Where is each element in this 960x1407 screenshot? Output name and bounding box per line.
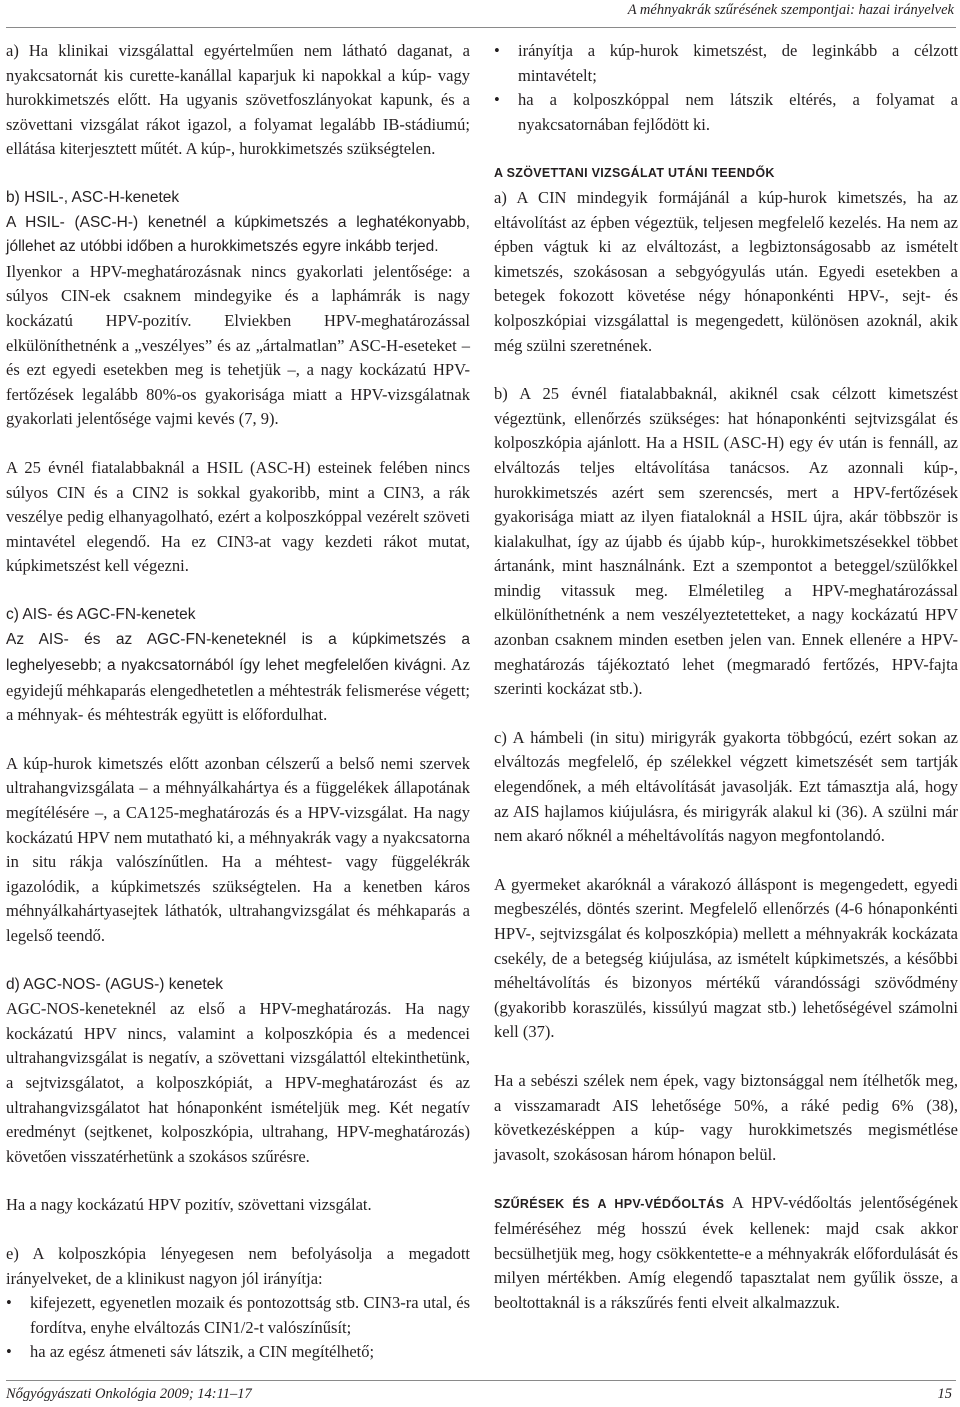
paragraph-child-wish: A gyermeket akaróknál a várakozó álláspont is megengedett, egyedi megbeszélés, döntés szerint. Megfelelő ellenőrzés (4-6 hónaponkénti HPV-, sejtvizsgálat és kolposzkópia) mellett a méhnyakrák kockázata csekély, de a betegség kiújulása, az ismételt kúpkimetszés, a későbbi méheltávolítás és bizonyos mértékű várandóssági szövődmény (gyakoribb koraszülés, kissúlyú magzat stb.) lehetőségével számolni kell (37). (494, 874, 958, 1042)
list-item: • irányítja a kúp-hurok kimetszést, de leginkább a célzott mintavételt; (494, 41, 958, 85)
paragraph-under-25: A 25 évnél fiatalabbaknál a HSIL (ASC-H) esteinek felében nincs súlyos CIN és a CIN2 is sokkal gyakoribb, mint a CIN3, a rák veszélye pedig elhanyagolható, ezért a kolposzkóppal vezérelt szöveti mintavétel elegendő. Ha ez CIN3-at vagy kezdeti rákot mutat, kúpkimetszést kell végezni. (6, 457, 470, 576)
left-column (6, 39, 470, 1365)
bullet-icon: • (494, 90, 500, 110)
right-column (494, 39, 958, 1315)
list-item: • kifejezett, egyenetlen mozaik és pontozottság stb. CIN3-ra utal, és fordítva, enyhe elváltozás CIN1/2-t valószínűsít; (6, 1293, 470, 1337)
paragraph-e: e) A kolposzkópia lényegesen nem befolyásolja a megadott irányelveket, de a klinikust nagyon jól irányítja: (6, 1243, 470, 1288)
bullet-icon: • (6, 1342, 12, 1362)
paragraph-c-intro: Az AIS- és az AGC-FN-keneteknél is a kúpkimetszés a leghelyesebb; a nyakcsatornából így lehet megfelelően kivágni. (6, 631, 470, 675)
list-item: • ha a kolposzkóppal nem látszik eltérés, a folyamat a nyakcsatornában fejlődött ki. (494, 90, 958, 134)
header-rule (6, 27, 956, 28)
footer-rule (6, 1380, 956, 1381)
paragraph-b-body: Ilyenkor a HPV-meghatározásnak nincs gyakorlati jelentősége: a súlyos CIN-ek csaknem mindegyike és a laphámrák is nagy kockázatú HPV-pozitív. Elviekben HPV-meghatározással elkülöníthetnénk a „veszélyes” és az „ártalmatlan” ASC-H-eseteket – és ezt egyedi esetekben meg is tehetjük –, a nagy kockázatú HPV-fertőzések legalább 80%-os gyakorisága miatt a HPV-vizsgálatnak gyakorlati jelentősége vajmi kevés (7, 9). (6, 261, 470, 429)
running-title: A méhnyakrák szűrésének szempontjai: hazai irányelvek (627, 2, 954, 18)
subheading-c: c) AIS- és AGC-FN-kenetek (6, 605, 196, 623)
paragraph-vaccination (494, 1191, 958, 1315)
bullet-icon: • (494, 41, 500, 60)
paragraph-right-a: a) A CIN mindegyik formájánál a kúp-hurok kimetszés, ha az eltávolítást az épben végeztük, teljesen megfelelő kezelés. Ha nem az épben vágtuk ki az elváltozást, a legbiztonságosabb az ismételt kimetszés, szokásosan a sebgyógyulás után. Egyedi esetekben a betegek fokozott követése négy hónaponkénti HPV-, sejt- és kolposzkópiai vizsgálattal is megengedett, különösen azoknál, akik még szülni szeretnének. (494, 187, 958, 355)
section-heading-vaccination: SZŰRÉSEK ÉS A HPV-VÉDŐOLTÁS (494, 1197, 725, 1212)
page-number: 15 (937, 1386, 952, 1402)
paragraph-vaccination-body: A HPV-védőoltás jelentőségének felméréséhez még hosszú évek kellenek: majd csak akkor becsülhetjük meg, hogy csökkentette-e a méhnyakrák előfordulását és milyen mértékben. Amíg elegendő tapasztalat nem gyűlik össze, a beoltottaknál is a rákszűrés fenti elveit alkalmazzuk. (494, 1193, 959, 1312)
section-heading-after-histology: A SZÖVETTANI VIZSGÁLAT UTÁNI TEENDŐK (494, 166, 775, 181)
list-item: • ha az egész átmeneti sáv látszik, a CIN megítélhető; (6, 1340, 470, 1365)
paragraph-c-body: Az egyidejű méhkaparás elengedhetetlen a méhtestrák felismerése végett; a méhnyak- és méhtestrák együtt is előfordulhat. (6, 655, 471, 725)
paragraph-a: a) Ha klinikai vizsgálattal egyértelműen nem látható daganat, a nyakcsatornát kis curette-kanállal kaparjuk ki napokkal a kúp- vagy hurokkimetszés előtt. Ha ugyanis szövetfoszlányokat kapunk, és a szövettani vizsgálat rákot igazol, a folyamat legalább IB-stádiumú; ellátása kiterjesztett műtét. A kúp-, hurokkimetszés szükségtelen. (6, 41, 470, 159)
paragraph-right-c: c) A hámbeli (in situ) mirigyrák gyakorta többgócú, ezért sokan az elváltozás megfelelő, ép szélekkel végzett kimetszését sem tartják elegendőnek, a méh eltávolítását javasolják. Ezt támasztja alá, hogy az AIS hajlamos kiújulásra, és mirigyrák alakul ki (36). A szülni már nem akaró nőknél a méheltávolítás nagyon megfontolandó. (494, 727, 958, 846)
paragraph-right-b: b) A 25 évnél fiatalabbaknál, akiknél csak célzott kimetszést végeztünk, ellenőrzés szükséges: hat hónaponkénti sejtvizsgálat és kolposzkópia ajánlott. Ha a HSIL (ASC-H) egy év után is fennáll, az elváltozás teljes eltávolítása tanácsos. Az azonnali kúp-, hurokkimetszés azért sem szerencsés, mert a HPV-fertőzések gyakorisága miatt az ilyen fiataloknál a HSIL újra, akár többször is kialakulhat, így az újabb és újabb kúp-, hurokkimetszésekkel többet ártanánk, mint használnánk. Ezt a szempontot a beteggel/szülőkkel mindig vitassuk meg. Elméletileg a HPV-meghatározással elkülöníthetnénk a nem veszélyeztetetteket, a nagy kockázatú HPV azonban csaknem minden esetben jelen van. Ennek ellenére a HPV-meghatározás tájékoztató lehet (megmaradó fertőzés, HPV-fajta szerinti kockázat stb.). (494, 384, 958, 699)
paragraph-d: AGC-NOS-keneteknél az első a HPV-meghatározás. Ha nagy kockázatú HPV nincs, valamint a kolposzkópia és a medencei ultrahangvizsgálat is negatív, a szövettani vizsgálattól eltekinthetünk, a sejtvizsgálatot, a kolposzkópiát, a HPV-meghatározást és az ultrahangvizsgálatot hat hónaponként ismételjük meg. Két negatív eredményt (sejtkenet, kolposzkópia, ultrahang, HPV-meghatározás) követően visszatérhetünk a szokásos szűrésre. (6, 999, 470, 1166)
paragraph-hpv-positive: Ha a nagy kockázatú HPV pozitív, szövettani vizsgálat. (6, 1195, 372, 1215)
left-bullet-list (6, 1291, 470, 1365)
subheading-b: b) HSIL-, ASC-H-kenetek (6, 188, 180, 206)
paragraph-surgical-margins: Ha a sebészi szélek nem épek, vagy biztonsággal nem ítélhetők meg, a visszamaradt AIS lehetősége 50%, a ráké pedig 6% (38), következésképpen a kúp- vagy hurokkimetszés megismétlése javasolt, szokásosan három hónapon belül. (494, 1070, 958, 1164)
right-bullet-list (494, 39, 958, 137)
journal-citation: Nőgyógyászati Onkológia 2009; 14:11–17 (6, 1386, 252, 1402)
paragraph-c (6, 627, 470, 727)
paragraph-kup: A kúp-hurok kimetszés előtt azonban célszerű a belső nemi szervek ultrahangvizsgálata – a méhnyálkahártya és a függelékek állapotának megítélésére –, a CA125-meghatározás és a HPV-vizsgálat. Ha nagy kockázatú HPV nem mutatható ki, a méhnyakrák vagy a nyakcsatorna in situ rákja valószínűtlen. Ha a méhtest- vagy függelékrák igazolódik, a kúpkimetszés szükségtelen. Ha a kenetben káros méhnyálkahártyasejtek láthatók, ultrahangvizsgálat és méhkaparás a legelső teendő. (6, 753, 470, 945)
bullet-icon: • (6, 1293, 12, 1313)
paragraph-b-intro: A HSIL- (ASC-H-) kenetnél a kúpkimetszés a leghatékonyabb, jóllehet az utóbbi időben a hurokkimetszés egyre inkább terjed. (6, 213, 470, 256)
subheading-d: d) AGC-NOS- (AGUS-) kenetek (6, 975, 224, 993)
